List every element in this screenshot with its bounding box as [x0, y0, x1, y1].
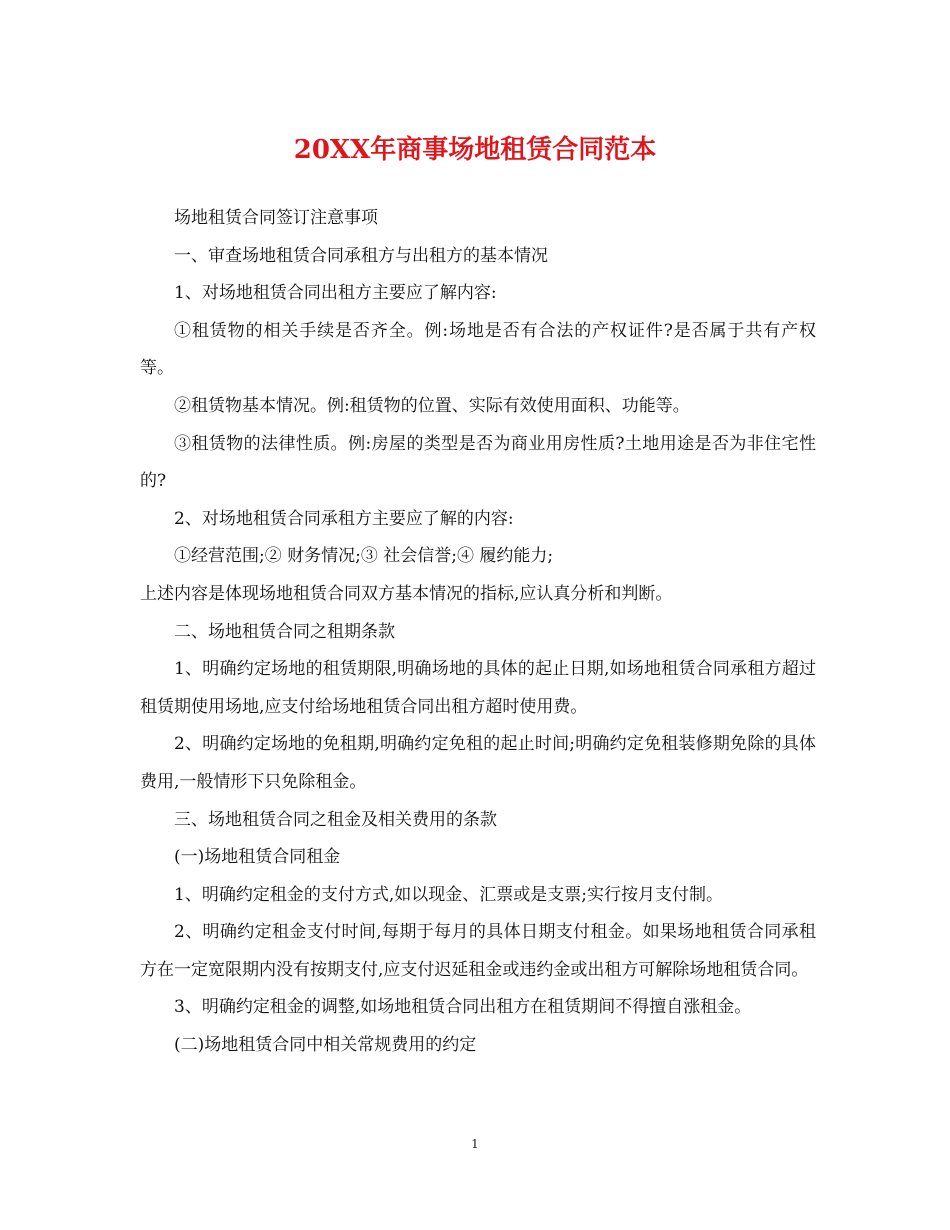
paragraph: 2、明确约定租金支付时间,每期于每月的具体日期支付租金。如果场地租赁合同承租方在一定宽限期内没有按期支付,应支付迟延租金或违约金或出租方可解除场地租赁合同。 [140, 922, 816, 980]
paragraph: ③租赁物的法律性质。例:房屋的类型是否为商业用房性质?土地用途是否为非住宅性的? [140, 433, 816, 492]
paragraph: 二、场地租赁合同之租期条款 [174, 621, 395, 642]
paragraph: 一、审查场地租赁合同承租方与出租方的基本情况 [174, 245, 548, 266]
document-body [140, 200, 816, 1065]
paragraph: 1、对场地租赁合同出租方主要应了解内容: [174, 283, 497, 304]
paragraph: 上述内容是体现场地租赁合同双方基本情况的指标,应认真分析和判断。 [140, 583, 673, 604]
paragraph: 2、对场地租赁合同承租方主要应了解的内容: [174, 508, 514, 529]
document-title: 20XX年商事场地租赁合同范本 [293, 135, 657, 165]
paragraph: 2、明确约定场地的免租期,明确约定免租的起止时间;明确约定免租装修期免除的具体费用,一般情形下只免除租金。 [140, 734, 816, 792]
paragraph: 三、场地租赁合同之租金及相关费用的条款 [174, 809, 497, 830]
paragraph: ②租赁物基本情况。例:租赁物的位置、实际有效使用面积、功能等。 [174, 395, 690, 416]
paragraph: 场地租赁合同签订注意事项 [174, 208, 378, 228]
paragraph: ①经营范围;② 财务情况;③ 社会信誉;④ 履约能力; [174, 546, 554, 567]
page-number: 1 [471, 1137, 479, 1151]
paragraph: (一)场地租赁合同租金 [174, 847, 341, 868]
paragraph: 1、明确约定租金的支付方式,如以现金、汇票或是支票;实行按月支付制。 [174, 884, 723, 905]
paragraph: 3、明确约定租金的调整,如场地租赁合同出租方在租赁期间不得擅自涨租金。 [174, 997, 752, 1018]
paragraph: 1、明确约定场地的租赁期限,明确场地的具体的起止日期,如场地租赁合同承租方超过租赁期使用场地,应支付给场地租赁合同出租方超时使用费。 [140, 659, 816, 717]
paragraph: (二)场地租赁合同中相关常规费用的约定 [174, 1035, 477, 1056]
paragraph: ①租赁物的相关手续是否齐全。例:场地是否有合法的产权证件?是否属于共有产权等。 [140, 320, 816, 379]
